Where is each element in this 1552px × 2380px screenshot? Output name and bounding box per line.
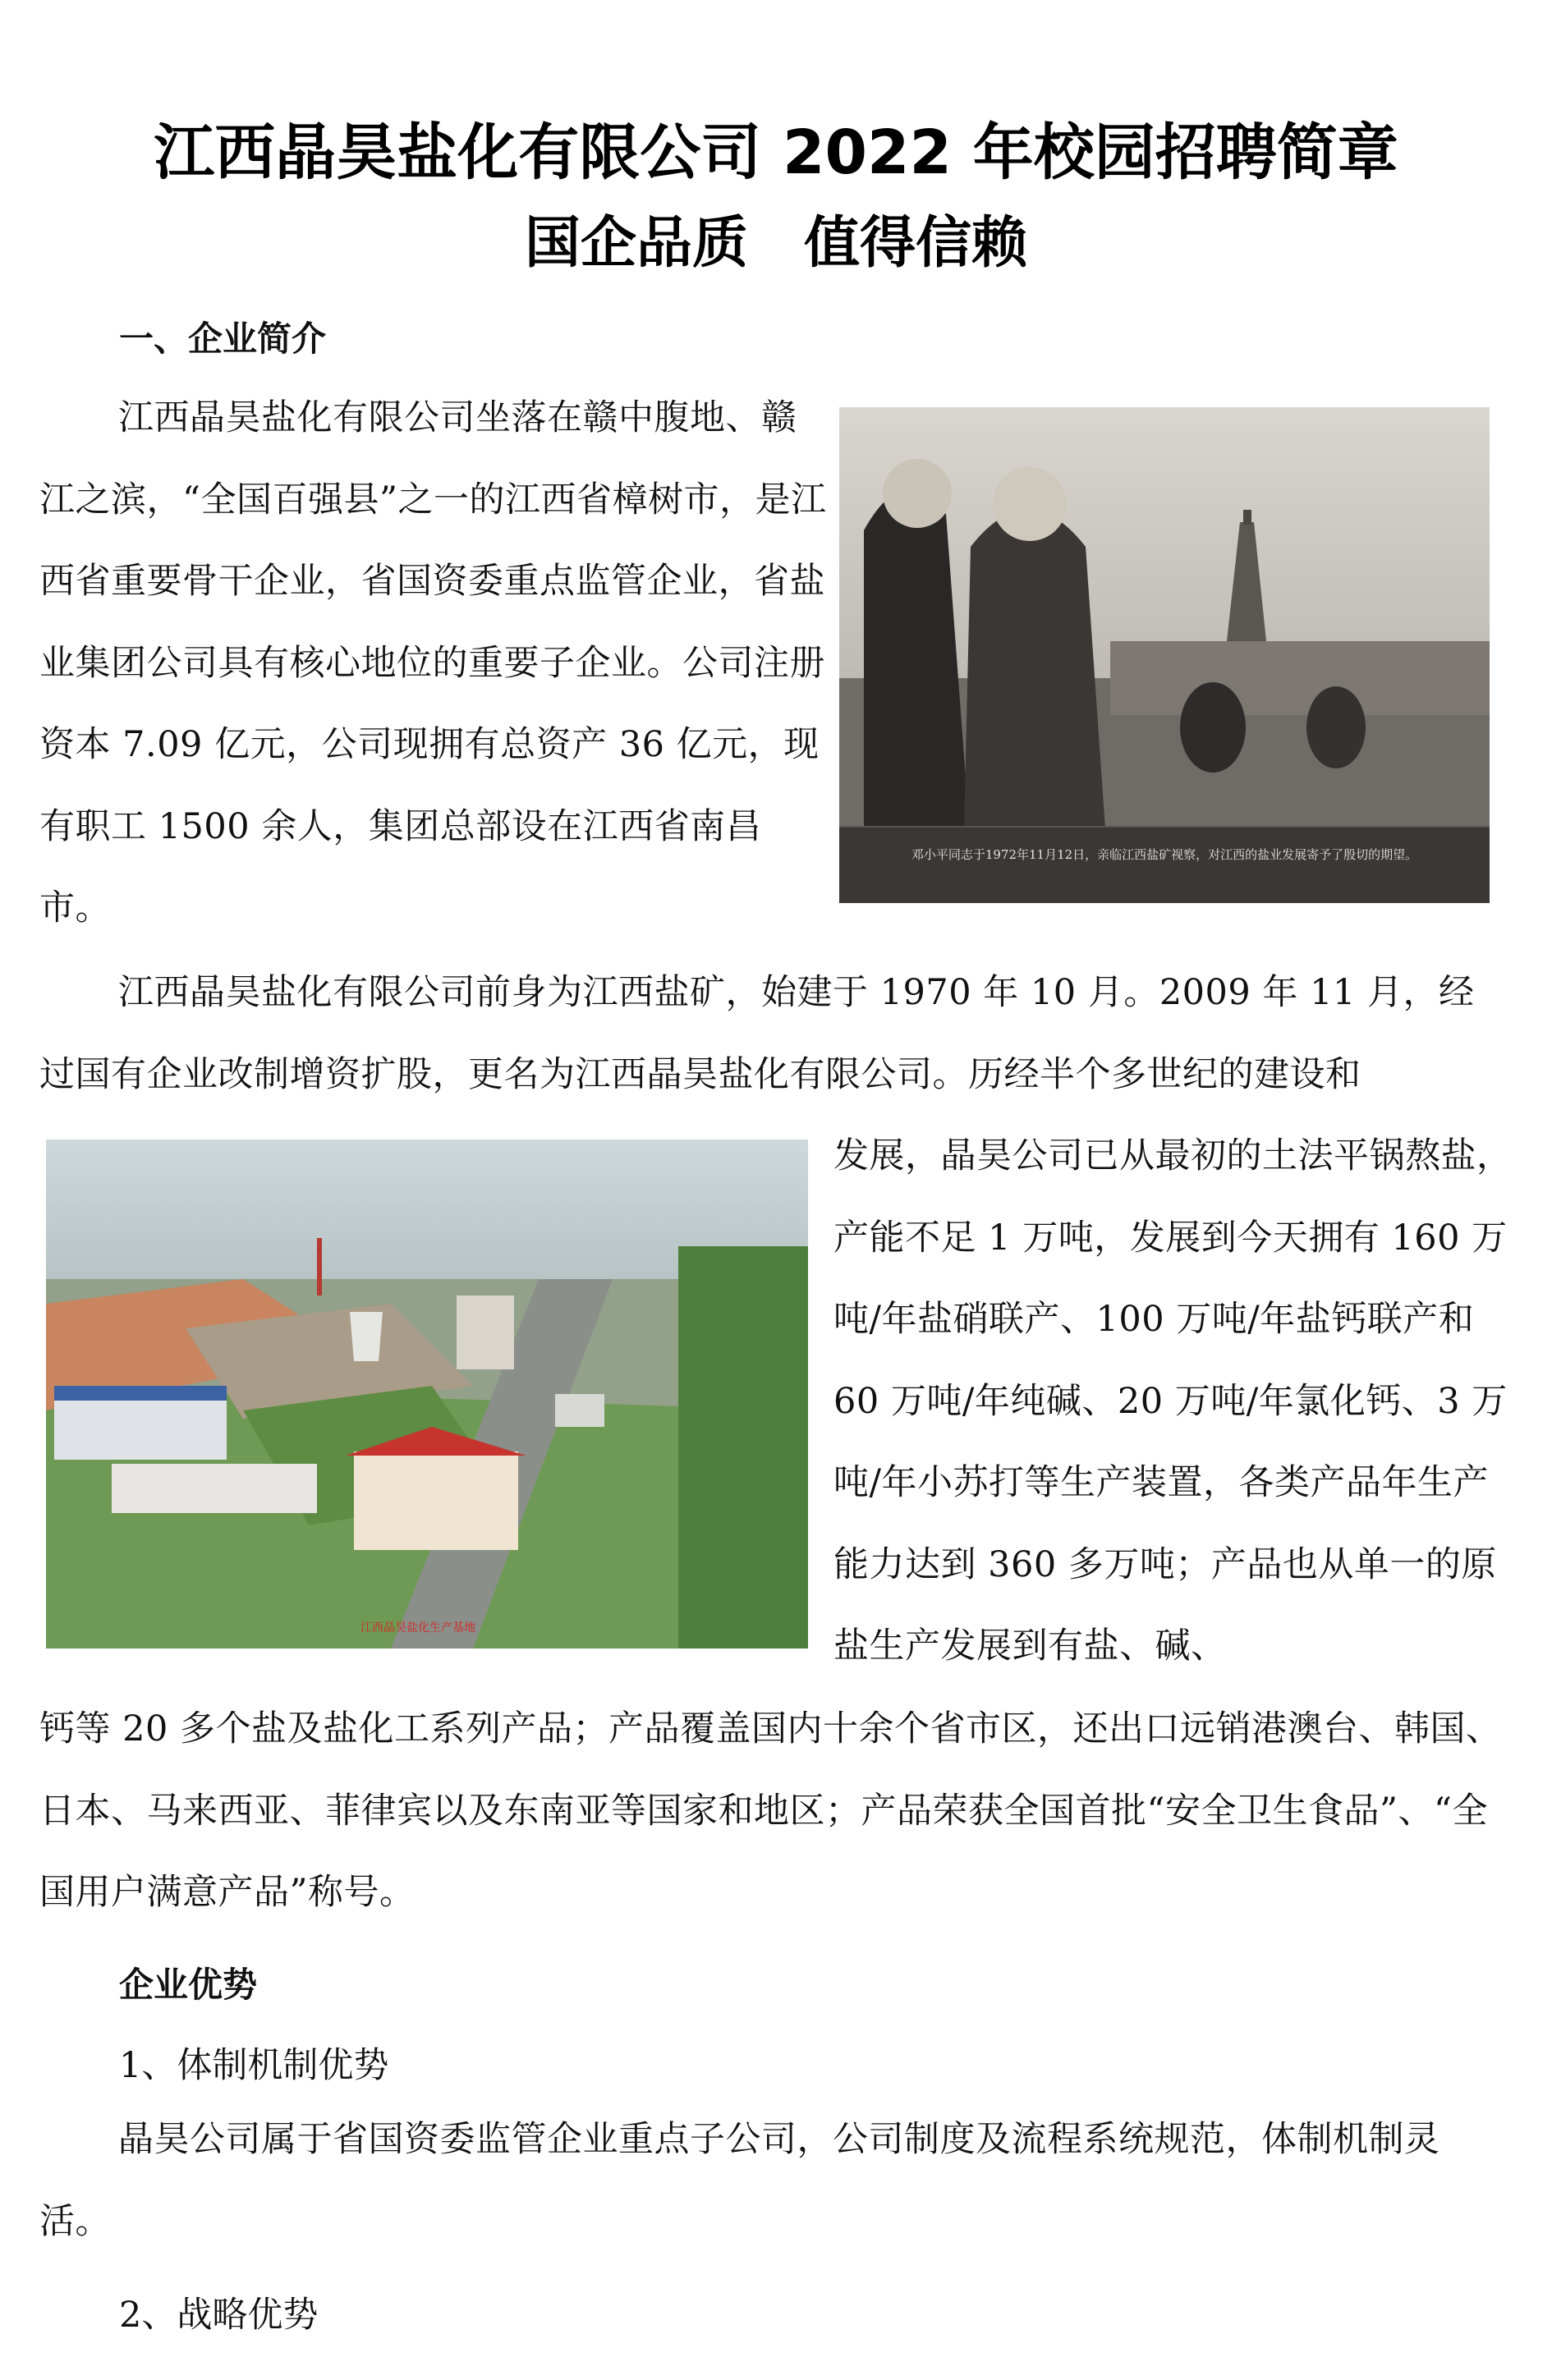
section-heading-advantages: 企业优势 bbox=[119, 1965, 258, 2005]
plant-aerial-photo bbox=[46, 1140, 808, 1649]
plant-aerial-image bbox=[46, 1140, 808, 1649]
page-subtitle: 国企品质 值得信赖 bbox=[524, 211, 1027, 276]
section-heading-intro: 一、企业简介 bbox=[119, 319, 327, 359]
page-title: 江西晶昊盐化有限公司 2022 年校园招聘简章 bbox=[154, 117, 1398, 188]
historic-photo-caption: 邓小平同志于1972年11月12日，亲临江西盐矿视察，对江西的盐业发展寄予了殷切的期望。 bbox=[839, 828, 1490, 903]
advantage-item-1-title: 1、体制机制优势 bbox=[119, 2045, 389, 2086]
intro-paragraph-2-end: 钙等 20 多个盐及盐化工系列产品；产品覆盖国内十余个省市区，还出口远销港澳台、韩国、日本、马来西亚、菲律宾以及东南亚等国家和地区；产品荣获全国首批“安全卫生食品”、“全国用户满意产品”称号。 bbox=[39, 1708, 1502, 1913]
intro-paragraph-2-wrap: 发展，晶昊公司已从最初的土法平锅熬盐，产能不足 1 万吨，发展到今天拥有 160 万吨/年盐硝联产、100 万吨/年盐钙联产和 60 万吨/年纯碱、20 万吨/年氯化钙、3 万吨/年小苏打等生产装置，各类产品年生产能力达到 360 多万吨；产品也从单一的原盐生产发展到有盐、碱、 bbox=[833, 1135, 1513, 1667]
advantage-item-1-text: 晶昊公司属于省国资委监管企业重点子公司，公司制度及流程系统规范，体制机制灵活。 bbox=[39, 2119, 1440, 2242]
plant-photo-caption: 江西晶昊盐化生产基地 bbox=[360, 1621, 475, 1635]
historic-photo bbox=[839, 407, 1490, 903]
intro-paragraph-1: 江西晶昊盐化有限公司坐落在赣中腹地、赣江之滨，“全国百强县”之一的江西省樟树市，是江西省重要骨干企业，省国资委重点监管企业，省盐业集团公司具有核心地位的重要子企业。公司注册资本 7.09 亿元，公司现拥有总资产 36 亿元，现有职工 1500 余人，集团总部设在江西省南昌市。 bbox=[39, 397, 827, 929]
advantage-item-2-title: 2、战略优势 bbox=[119, 2295, 319, 2336]
intro-paragraph-2-start: 江西晶昊盐化有限公司前身为江西盐矿，始建于 1970 年 10 月。2009 年 11 月，经过国有企业改制增资扩股，更名为江西晶昊盐化有限公司。历经半个多世纪的建设和 bbox=[39, 972, 1475, 1095]
